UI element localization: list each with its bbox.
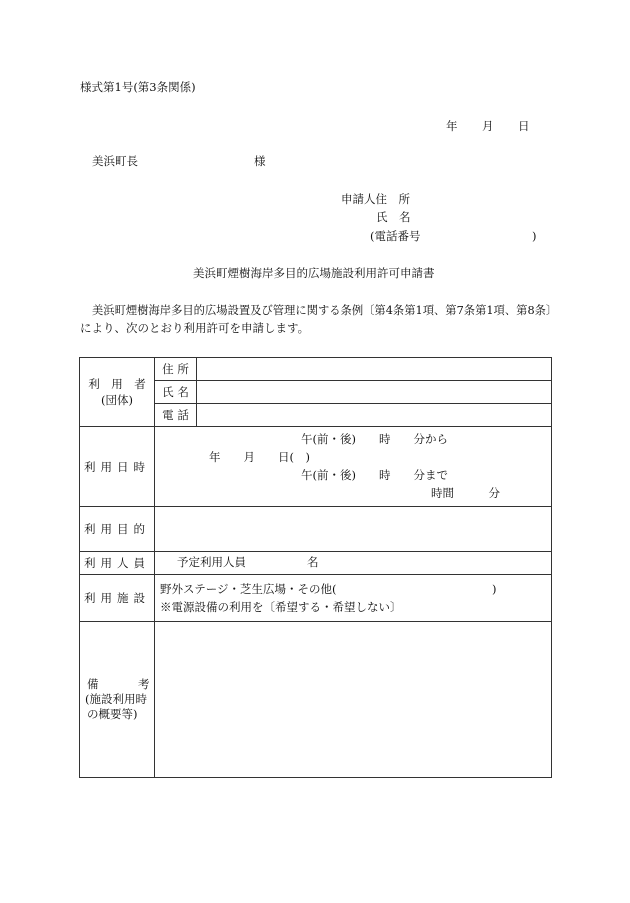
body-line-2: により、次のとおり利用許可を申請します。: [80, 321, 310, 335]
applicant-phone-close: ): [532, 229, 537, 243]
facility-options-close: ): [492, 582, 497, 596]
remarks-label-1: 備: [87, 677, 99, 691]
persons-unit: 名: [307, 555, 319, 569]
date-day-label: 日: [518, 119, 530, 133]
datetime-duration: 時間 分: [431, 486, 500, 500]
datetime-field[interactable]: [155, 427, 552, 507]
date-year-label: 年: [446, 119, 458, 133]
name-field[interactable]: [197, 381, 552, 404]
phone-field[interactable]: [197, 404, 552, 427]
user-group-label: (団体): [101, 393, 133, 407]
document-title: 美浜町煙樹海岸多目的広場施設利用許可申請書: [193, 266, 435, 280]
remarks-label-2: 考: [138, 677, 150, 691]
purpose-field[interactable]: [155, 507, 552, 552]
datetime-from: 午(前・後) 時 分から: [301, 432, 448, 446]
persons-label: 利用人員: [80, 552, 155, 575]
date-month-label: 月: [482, 119, 494, 133]
facility-field[interactable]: [155, 575, 552, 622]
facility-options: 野外ステージ・芝生広場・その他(: [160, 582, 337, 596]
addressee-honorific: 様: [254, 154, 266, 168]
addressee-name: 美浜町長: [92, 154, 138, 168]
remarks-note-1: (施設利用時: [85, 692, 147, 706]
remarks-field[interactable]: [155, 622, 552, 778]
address-label: 住 所: [155, 358, 197, 381]
name-label: 氏 名: [155, 381, 197, 404]
datetime-label: 利用日時: [80, 427, 155, 507]
user-label: 利 用 者: [88, 376, 146, 391]
power-usage-note: ※電源設備の利用を〔希望する・希望しない〕: [160, 600, 402, 614]
purpose-label: 利用目的: [80, 507, 155, 552]
body-line-1: 美浜町煙樹海岸多目的広場設置及び管理に関する条例〔第4条第1項、第7条第1項、第8条〕: [92, 304, 558, 317]
application-table: [79, 357, 552, 778]
applicant-name-label: 氏 名: [376, 210, 411, 224]
user-label-cell: [80, 358, 155, 427]
applicant-phone-label: (電話番号: [370, 229, 421, 243]
persons-field[interactable]: [155, 552, 552, 575]
address-field[interactable]: [197, 358, 552, 381]
persons-value-label: 予定利用人員: [177, 555, 246, 569]
remarks-note-2: の概要等): [87, 707, 138, 721]
datetime-to: 午(前・後) 時 分まで: [301, 468, 448, 482]
datetime-date: 年 月 日( ): [209, 450, 310, 464]
form-number: 様式第1号(第3条関係): [80, 80, 196, 94]
facility-label: 利用施設: [80, 575, 155, 622]
applicant-address-label: 申請人住 所: [341, 192, 410, 206]
remarks-label: [80, 622, 155, 778]
phone-label: 電 話: [155, 404, 197, 427]
